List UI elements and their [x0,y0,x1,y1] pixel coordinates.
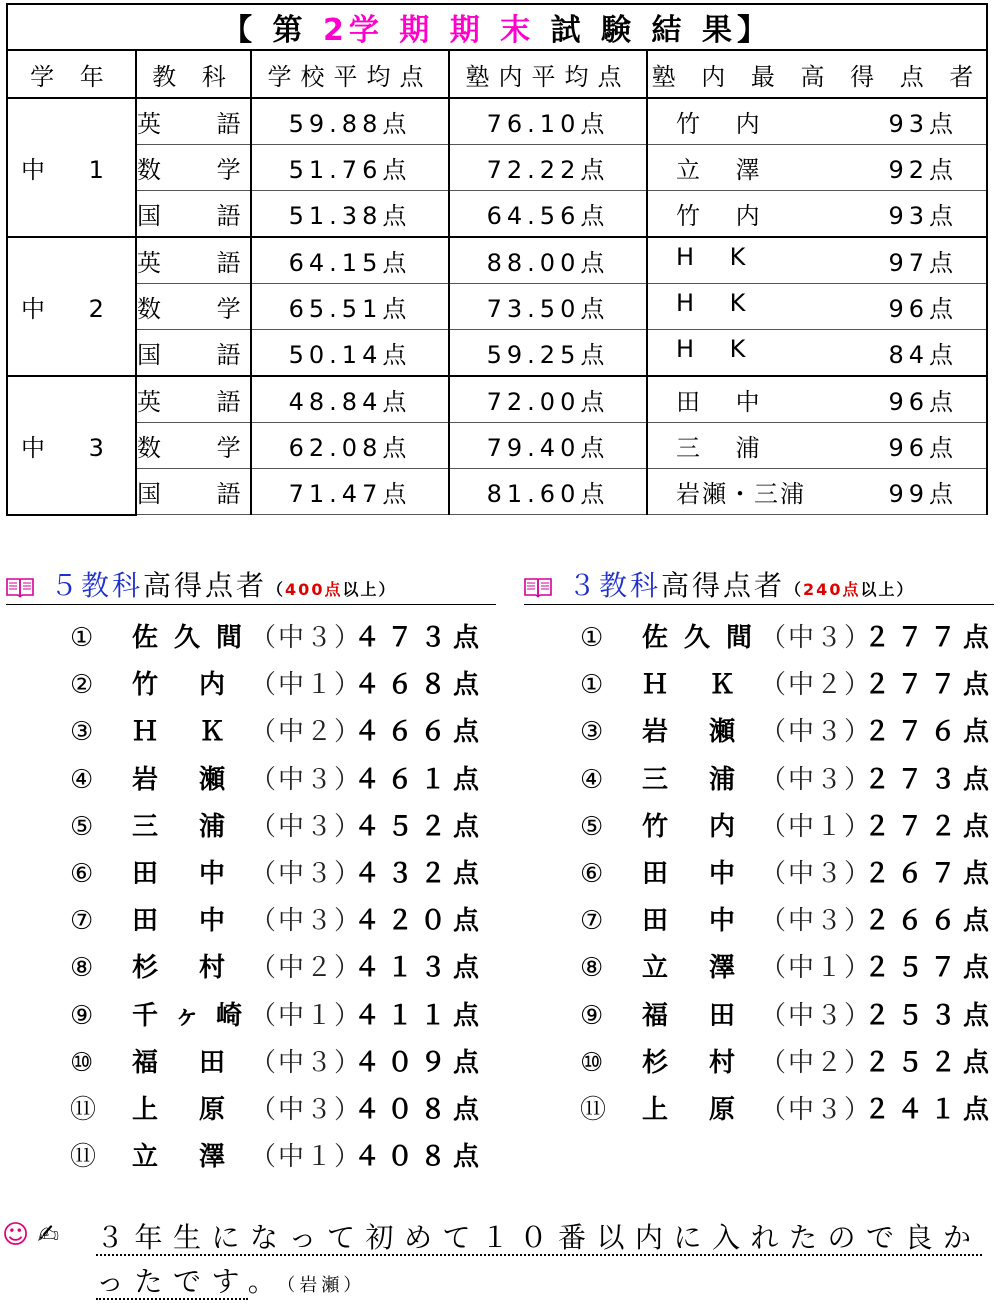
top-scorer-name: 岩瀬・三浦 [676,480,806,508]
five-subject-ranking [6,568,496,1173]
juku-avg-cell: 76.10点 [449,98,647,145]
student-grade: （中３） [760,623,873,653]
student-score: ２５３点 [864,1000,997,1031]
rank-number: ⑪ [580,1094,607,1125]
list-item [70,1040,486,1087]
title-prefix: 【 第 [222,13,323,48]
juku-avg-cell: 72.00点 [449,376,647,423]
student-grade: （中３） [760,717,873,748]
school-avg-cell: 71.47点 [251,469,449,515]
table-row [7,423,987,469]
rank-number: ① [580,623,604,653]
crit-open: （ [267,580,286,599]
student-score: ２６６点 [864,906,997,937]
five-subject-label2: 高得点者 [143,569,268,602]
top-scorer-cell [647,145,987,191]
school-avg-cell: 62.08点 [251,423,449,469]
table-row [7,191,987,238]
table-row [7,98,987,145]
comment-body: ３年生になって初めて１０番以内に入れたので良かったです [96,1221,982,1298]
top-scorer-cell [647,423,987,469]
list-item [580,945,996,992]
student-score: ４５２点 [354,811,487,842]
student-name: 田 中 [132,906,242,937]
rank-number: ① [580,670,604,701]
student-score: ２７２点 [864,811,997,842]
student-grade: （中２） [250,953,363,984]
student-name: 竹 内 [642,811,752,842]
student-name: 福 田 [642,1000,752,1031]
student-grade: （中２） [760,1047,873,1078]
list-item [70,804,486,851]
rank-number: ⑤ [580,811,604,842]
rank-number: ⑥ [580,858,604,889]
crit-open: （ [785,580,804,599]
student-name: 立 澤 [642,953,752,984]
three-subject-ranking [524,568,997,1125]
rank-number: ⑩ [70,1047,94,1078]
student-grade: （中１） [250,1000,363,1031]
list-item [580,662,996,709]
crit-number: 400点 [285,580,343,599]
student-name: 岩 瀬 [132,764,242,795]
student-name: 上 原 [642,1094,752,1125]
student-grade: （中１） [760,953,873,984]
table-row [7,237,987,284]
five-subject-label: ５教科 [50,569,144,602]
top-scorer-name: 三 浦 [676,434,774,462]
student-grade: （中２） [250,717,363,748]
student-score: ２７７点 [864,623,997,653]
rank-number: ④ [70,764,94,795]
top-scorer-score: 84点 [888,341,959,369]
rank-number: ③ [580,717,604,748]
table-header-row [7,50,987,98]
grade-cell: 中 3 [7,376,136,515]
subject-cell: 英 語 [136,98,251,145]
student-grade: （中１） [250,1142,363,1173]
five-subject-heading [6,568,496,605]
school-avg-cell: 51.38点 [251,191,449,238]
list-item [70,662,486,709]
school-avg-cell: 65.51点 [251,284,449,330]
top-scorer-cell [647,376,987,423]
header-juku-avg: 塾内平均点 [449,50,647,98]
student-score: ２５２点 [864,1047,997,1078]
student-name: 杉 村 [642,1047,752,1078]
grade-cell: 中 1 [7,98,136,237]
list-item [70,1134,486,1181]
student-grade: （中３） [760,764,873,795]
subject-cell: 英 語 [136,376,251,423]
student-score: ２６７点 [864,858,997,889]
crit-suffix: 以上） [342,580,397,599]
top-scorer-score: 99点 [888,480,959,508]
subject-cell: 国 語 [136,469,251,515]
student-grade: （中３） [250,811,363,842]
student-score: ４１１点 [354,1000,487,1031]
student-name: Ｈ Ｋ [132,717,242,748]
student-name: 田 中 [642,906,752,937]
comment-author: （岩瀬） [286,1275,366,1296]
top-scorer-cell [647,330,987,377]
rank-number: ⑦ [70,906,94,937]
top-scorer-cell [647,469,987,515]
three-subject-list [580,615,996,1134]
list-item [580,1040,996,1087]
student-comment [2,1216,992,1296]
student-grade: （中３） [250,1047,363,1078]
three-subject-label2: 高得点者 [661,569,786,602]
table-row [7,376,987,423]
student-score: ２７７点 [864,670,997,701]
list-item [70,757,486,804]
three-subject-label: ３教科 [568,569,662,602]
student-name: 千ヶ崎 [132,1000,259,1031]
student-name: 三 浦 [132,811,242,842]
student-score: ４０８点 [354,1142,487,1173]
book-icon [6,576,34,598]
five-subject-criteria [267,580,396,599]
school-avg-cell: 64.15点 [251,237,449,284]
student-name: 上 原 [132,1094,242,1125]
student-name: 田 中 [132,858,242,889]
top-scorer-score: 93点 [888,110,959,138]
student-grade: （中３） [760,1094,873,1125]
student-grade: （中３） [250,623,363,653]
top-scorer-score: 92点 [888,156,959,184]
school-avg-cell: 51.76点 [251,145,449,191]
top-scorer-name: H K [676,243,760,271]
student-name: 福 田 [132,1047,242,1078]
juku-avg-cell: 59.25点 [449,330,647,377]
list-item [70,993,486,1040]
top-scorer-score: 96点 [888,434,959,462]
student-grade: （中２） [760,670,873,701]
top-scorer-name: 田 中 [676,388,774,416]
table-row [7,469,987,515]
student-score: ４３２点 [354,858,487,889]
student-name: 佐久間 [132,623,259,653]
top-scorer-score: 96点 [888,295,959,323]
school-avg-cell: 59.88点 [251,98,449,145]
student-score: ４６８点 [354,670,487,701]
top-scorer-cell [647,98,987,145]
student-score: ４６１点 [354,764,487,795]
comment-tail: 。 [247,1265,287,1298]
subject-cell: 英 語 [136,237,251,284]
header-top-scorer: 塾 内 最 高 得 点 者 [647,50,987,98]
book-icon [524,576,552,598]
student-score: ４０９点 [354,1047,487,1078]
student-grade: （中１） [760,811,873,842]
student-grade: （中３） [250,764,363,795]
top-scorer-name: 竹 内 [676,110,774,138]
student-grade: （中３） [760,858,873,889]
student-grade: （中３） [250,858,363,889]
results-table [6,3,988,516]
student-grade: （中１） [250,670,363,701]
three-subject-heading [524,568,994,605]
student-score: ４６６点 [354,717,487,748]
student-score: ４０８点 [354,1094,487,1125]
top-scorer-name: H K [676,289,760,317]
header-school-avg: 学校平均点 [251,50,449,98]
crit-suffix: 以上） [860,580,915,599]
subject-cell: 国 語 [136,330,251,377]
rank-number: ⑧ [70,953,94,984]
student-grade: （中３） [760,906,873,937]
top-scorer-cell [647,284,987,330]
three-subject-criteria [785,580,914,599]
rank-number: ⑪ [70,1094,97,1125]
student-grade: （中３） [250,1094,363,1125]
top-scorer-score: 93点 [888,202,959,230]
grade-cell: 中 2 [7,237,136,376]
top-scorer-score: 97点 [888,249,959,277]
smile-icon: ☺ [2,1220,30,1250]
results-table-section [6,3,986,515]
student-grade: （中３） [760,1000,873,1031]
subject-cell: 数 学 [136,284,251,330]
list-item [580,1087,996,1134]
list-item [580,709,996,756]
top-scorer-cell [647,237,987,284]
student-score: ２４１点 [864,1094,997,1125]
subject-cell: 国 語 [136,191,251,238]
list-item [70,898,486,945]
table-row [7,284,987,330]
student-score: ４１３点 [354,953,487,984]
title-highlight: 2学 期 期 末 [322,13,536,48]
juku-avg-cell: 81.60点 [449,469,647,515]
rank-number: ⑥ [70,858,94,889]
list-item [70,615,486,662]
juku-avg-cell: 73.50点 [449,284,647,330]
student-name: Ｈ Ｋ [642,670,752,701]
student-name: 立 澤 [132,1142,242,1173]
top-scorer-name: 立 澤 [676,156,774,184]
title-suffix: 試 験 結 果】 [535,13,772,48]
school-avg-cell: 48.84点 [251,376,449,423]
header-subject: 教 科 [136,50,251,98]
top-scorer-cell [647,191,987,238]
five-subject-list [70,615,486,1181]
student-name: 田 中 [642,858,752,889]
student-score: ２５７点 [864,953,997,984]
top-scorer-name: H K [676,335,760,363]
student-name: 三 浦 [642,764,752,795]
rank-number: ⑪ [70,1142,97,1173]
rank-number: ① [70,623,94,653]
list-item [580,993,996,1040]
rank-number: ⑤ [70,811,94,842]
header-grade: 学 年 [7,50,136,98]
rank-number: ⑨ [580,1000,604,1031]
student-grade: （中３） [250,906,363,937]
subject-cell: 数 学 [136,423,251,469]
rank-number: ② [70,670,94,701]
student-score: ４７３点 [354,623,487,653]
student-score: ２７３点 [864,764,997,795]
student-name: 杉 村 [132,953,242,984]
student-score: ２７６点 [864,717,997,748]
rank-number: ⑧ [580,953,604,984]
list-item [70,1087,486,1134]
comment-icons [2,1220,59,1250]
student-name: 竹 内 [132,670,242,701]
juku-avg-cell: 72.22点 [449,145,647,191]
list-item [580,898,996,945]
rank-number: ③ [70,717,94,748]
list-item [580,851,996,898]
rank-number: ⑨ [70,1000,94,1031]
rank-number: ④ [580,764,604,795]
subject-cell: 数 学 [136,145,251,191]
juku-avg-cell: 64.56点 [449,191,647,238]
rank-number: ⑦ [580,906,604,937]
page-title [7,4,987,50]
pen-icon: ✍ [37,1220,60,1250]
top-scorer-score: 96点 [888,388,959,416]
juku-avg-cell: 79.40点 [449,423,647,469]
crit-number: 240点 [803,580,861,599]
list-item [70,709,486,756]
student-name: 佐久間 [642,623,769,653]
comment-text [96,1216,992,1308]
school-avg-cell: 50.14点 [251,330,449,377]
juku-avg-cell: 88.00点 [449,237,647,284]
table-row [7,330,987,377]
table-row [7,145,987,191]
list-item [580,804,996,851]
list-item [70,945,486,992]
top-scorer-name: 竹 内 [676,202,774,230]
rank-number: ⑩ [580,1047,604,1078]
list-item [580,615,996,662]
student-score: ４２０点 [354,906,487,937]
list-item [70,851,486,898]
list-item [580,757,996,804]
student-name: 岩 瀬 [642,717,752,748]
